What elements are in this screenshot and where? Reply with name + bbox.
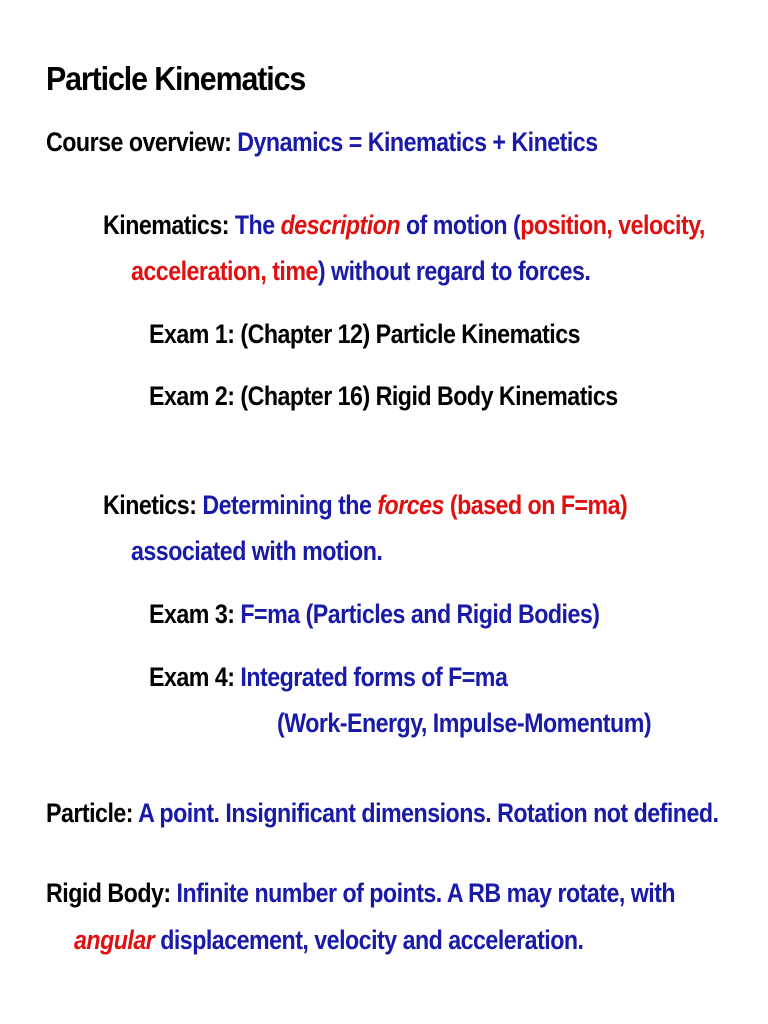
kinematics-acceleration-time: acceleration, time bbox=[131, 256, 318, 286]
particle-text: A point. Insignificant dimensions. Rotation not defined. bbox=[138, 798, 719, 828]
course-overview-label: Course overview: bbox=[46, 127, 232, 157]
rigid-body-line-1 bbox=[46, 878, 675, 909]
exam-4-label: Exam 4: bbox=[149, 662, 235, 692]
course-overview-line bbox=[46, 127, 598, 158]
exam-4-text: Integrated forms of F=ma bbox=[240, 662, 508, 692]
rigid-body-angular: angular bbox=[74, 925, 155, 955]
kinematics-line-2 bbox=[131, 256, 590, 287]
kinematics-of-motion: of motion ( bbox=[405, 210, 521, 240]
kinematics-label: Kinematics: bbox=[103, 210, 229, 240]
kinetics-line-2: associated with motion. bbox=[131, 536, 383, 566]
exam-4-line bbox=[149, 662, 507, 693]
kinematics-the: The bbox=[234, 210, 275, 240]
kinetics-forces: forces bbox=[377, 490, 444, 520]
page-title: Particle Kinematics bbox=[46, 60, 306, 97]
exam-2-line: Exam 2: (Chapter 16) Rigid Body Kinematics bbox=[149, 381, 618, 411]
exam-1-line: Exam 1: (Chapter 12) Particle Kinematics bbox=[149, 319, 581, 349]
exam-3-line bbox=[149, 599, 599, 630]
kinematics-description: description bbox=[280, 210, 401, 240]
rigid-body-label: Rigid Body: bbox=[46, 878, 171, 908]
kinetics-determining: Determining the bbox=[202, 490, 372, 520]
rigid-body-line-2 bbox=[74, 925, 584, 956]
rigid-body-text-2: displacement, velocity and acceleration. bbox=[160, 925, 584, 955]
kinematics-position-velocity: position, velocity, bbox=[520, 210, 705, 240]
kinetics-based-on: (based on F=ma) bbox=[449, 490, 628, 520]
course-overview-text: Dynamics = Kinematics + Kinetics bbox=[237, 127, 598, 157]
kinematics-without: ) without regard to forces. bbox=[317, 256, 591, 286]
rigid-body-text: Infinite number of points. A RB may rotate, with bbox=[176, 878, 676, 908]
particle-line bbox=[46, 798, 718, 829]
kinematics-line-1 bbox=[103, 210, 705, 241]
exam-3-label: Exam 3: bbox=[149, 599, 235, 629]
particle-label: Particle: bbox=[46, 798, 133, 828]
exam-4-line-2: (Work-Energy, Impulse-Momentum) bbox=[277, 708, 652, 738]
kinetics-label: Kinetics: bbox=[103, 490, 197, 520]
exam-3-text: F=ma (Particles and Rigid Bodies) bbox=[240, 599, 600, 629]
kinetics-line-1 bbox=[103, 490, 627, 521]
